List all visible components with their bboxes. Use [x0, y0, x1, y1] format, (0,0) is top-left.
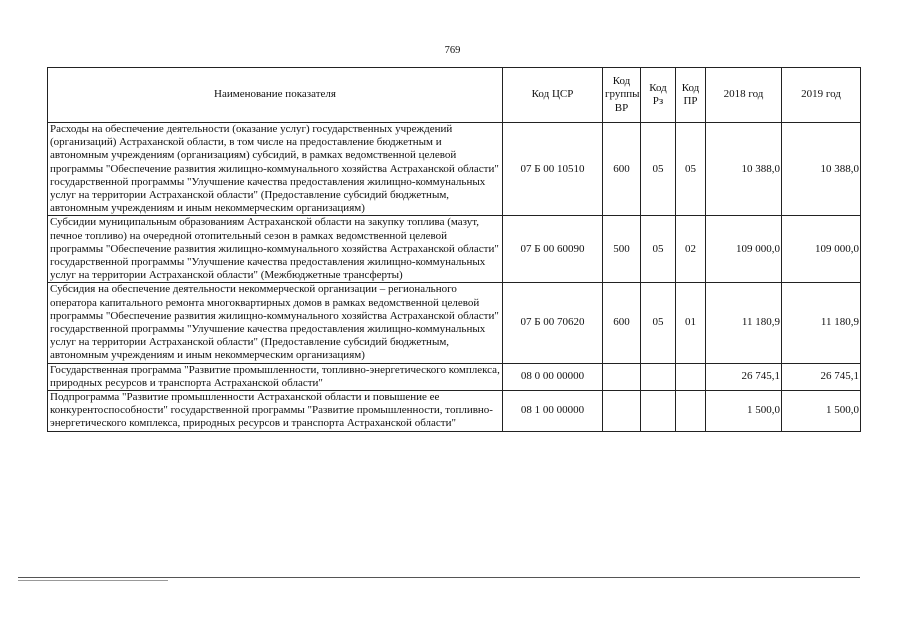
- table-row: [48, 283, 861, 363]
- row-rz: [641, 391, 676, 432]
- row-2018: 1 500,0: [706, 391, 782, 432]
- budget-table: [47, 67, 861, 432]
- header-pr: Код ПР: [676, 68, 706, 123]
- row-2019: 1 500,0: [782, 391, 861, 432]
- row-2019: 10 388,0: [782, 123, 861, 216]
- row-csr: 07 Б 00 60090: [503, 216, 603, 283]
- table-row: [48, 391, 861, 432]
- row-rz: 05: [641, 283, 676, 363]
- row-name: Расходы на обеспечение деятельности (оказание услуг) государственных учреждений (организаций) Астраханской области, в том числе на предоставление бюджетным и автономным учреждениям (организациям) субсидий, в рамках ведомственной целевой программы "Обеспечение развития жилищно-коммунального хозяйства Астраханской области" государственной программы "Улучшение качества предоставления жилищно-коммунальных услуг на территории Астраханской области" (Предоставление субсидий бюджетным, автономным учреждениям и иным некоммерческим организациям): [48, 123, 503, 216]
- row-2019: 26 745,1: [782, 363, 861, 390]
- row-2018: 11 180,9: [706, 283, 782, 363]
- row-csr: 08 1 00 00000: [503, 391, 603, 432]
- header-name: Наименование показателя: [48, 68, 503, 123]
- footer-divider: [18, 577, 860, 578]
- row-rz: 05: [641, 216, 676, 283]
- header-rz: Код Рз: [641, 68, 676, 123]
- row-pr: [676, 363, 706, 390]
- table-header-row: [48, 68, 861, 123]
- row-vr: [603, 363, 641, 390]
- row-vr: [603, 391, 641, 432]
- row-2018: 10 388,0: [706, 123, 782, 216]
- row-csr: 07 Б 00 70620: [503, 283, 603, 363]
- row-pr: 01: [676, 283, 706, 363]
- row-name: Субсидия на обеспечение деятельности некоммерческой организации – регионального оператора капитального ремонта многоквартирных домов в рамках ведомственной целевой программы "Обеспечение развития жилищно-коммунального хозяйства Астраханской области" государственной программы "Улучшение качества предоставления жилищно-коммунальных услуг на территории Астраханской области" (Предоставление субсидий бюджетным, автономным учреждениям и иным некоммерческим организациям): [48, 283, 503, 363]
- row-vr: 600: [603, 283, 641, 363]
- header-vr: Код группы ВР: [603, 68, 641, 123]
- row-rz: 05: [641, 123, 676, 216]
- row-pr: 02: [676, 216, 706, 283]
- row-2018: 109 000,0: [706, 216, 782, 283]
- row-pr: 05: [676, 123, 706, 216]
- row-vr: 500: [603, 216, 641, 283]
- row-csr: 07 Б 00 10510: [503, 123, 603, 216]
- header-2018: 2018 год: [706, 68, 782, 123]
- row-pr: [676, 391, 706, 432]
- row-name: Подпрограмма "Развитие промышленности Астраханской области и повышение ее конкурентоспособности" государственной программы "Развитие промышленности, топливно-энергетического комплекса, природных ресурсов и транспорта Астраханской области": [48, 391, 503, 432]
- row-vr: 600: [603, 123, 641, 216]
- footer-divider-short: [18, 580, 168, 581]
- row-rz: [641, 363, 676, 390]
- table-row: [48, 123, 861, 216]
- row-csr: 08 0 00 00000: [503, 363, 603, 390]
- header-csr: Код ЦСР: [503, 68, 603, 123]
- table-row: [48, 363, 861, 390]
- header-2019: 2019 год: [782, 68, 861, 123]
- page-number: 769: [444, 45, 461, 56]
- row-name: Государственная программа "Развитие промышленности, топливно-энергетического комплекса, природных ресурсов и транспорта Астраханской области": [48, 363, 503, 390]
- table-row: [48, 216, 861, 283]
- row-2018: 26 745,1: [706, 363, 782, 390]
- row-2019: 109 000,0: [782, 216, 861, 283]
- row-name: Субсидии муниципальным образованиям Астраханской области на закупку топлива (мазут, печное топливо) на очередной отопительный сезон в рамках ведомственной целевой программы "Обеспечение развития жилищно-коммунального хозяйства Астраханской области" государственной программы "Улучшение качества предоставления жилищно-коммунальных услуг на территории Астраханской области" (Межбюджетные трансферты): [48, 216, 503, 283]
- row-2019: 11 180,9: [782, 283, 861, 363]
